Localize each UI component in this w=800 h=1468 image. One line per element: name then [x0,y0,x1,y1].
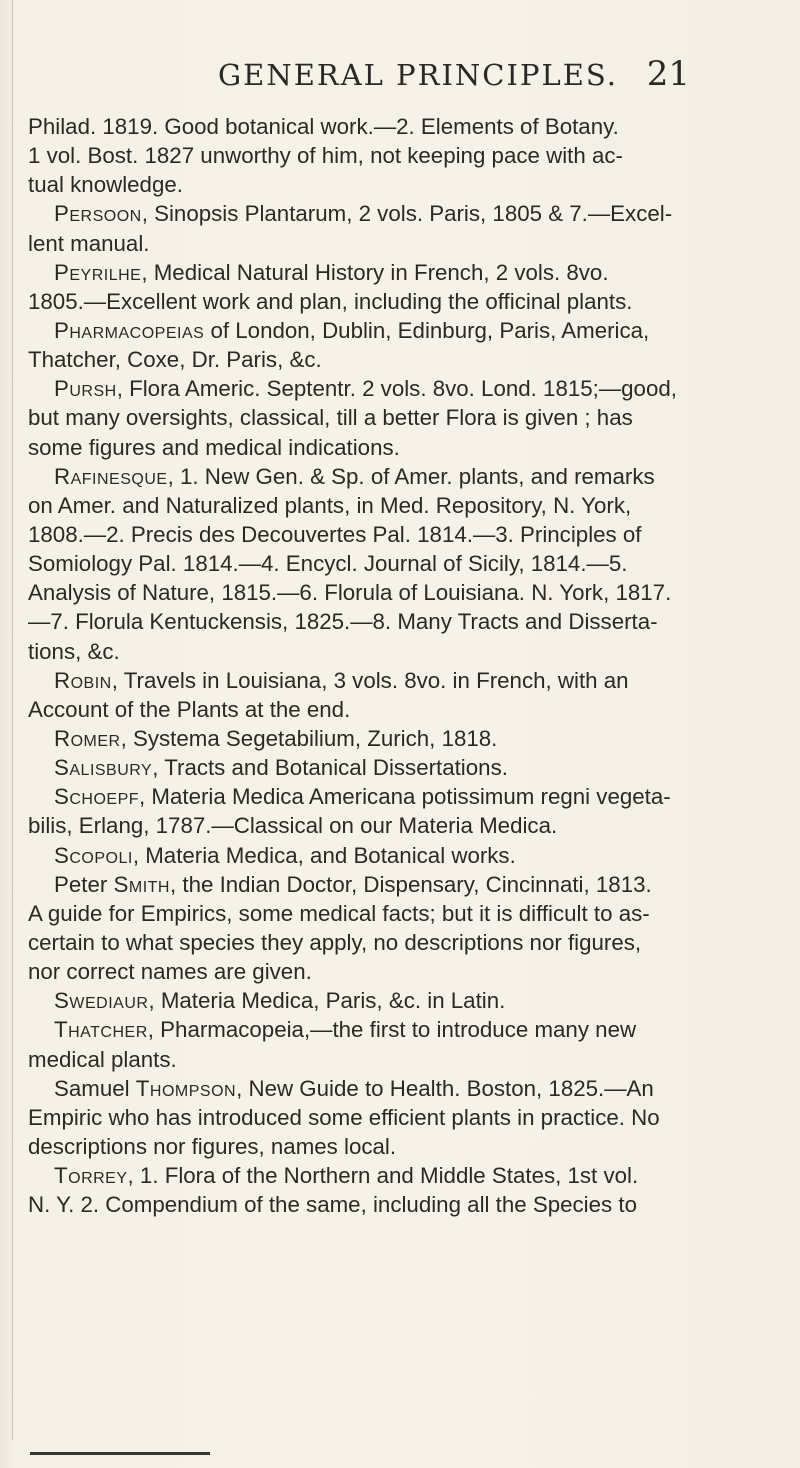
text-line [28,811,776,840]
text-line [28,287,776,316]
text-segment: lent manual. [28,230,150,256]
text-line [28,666,776,695]
text-segment: , New Guide to Health. Boston, 1825.—An [236,1075,654,1101]
text-segment: Philad. 1819. Good botanical work.—2. Elements of Botany. [28,114,619,139]
text-line [28,1161,776,1190]
text-segment: 1 vol. Bost. 1827 unworthy of him, not keeping pace with ac- [28,143,623,169]
text-segment: Account of the Plants at the end. [28,696,351,722]
text-segment: N. Y. 2. Compendium of the same, including all the Species to [28,1192,637,1218]
text-line [28,928,776,957]
text-line [28,607,776,636]
text-line [28,695,776,724]
text-line [28,1190,776,1219]
text-line [28,316,776,345]
text-line [28,1074,776,1103]
text-segment: , Materia Medica, and Botanical works. [132,842,516,868]
text-segment: but many oversights, classical, till a better Flora is given ; has [28,405,633,431]
text-line [28,520,776,549]
text-line [28,782,776,811]
text-line [28,374,776,403]
text-segment: Empiric who has introduced some efficient plants in practice. No [28,1104,660,1130]
text-segment: , Systema Segetabilium, Zurich, 1818. [120,725,498,751]
author-name: Pharmacopeias [54,317,205,343]
text-segment: Thatcher, Coxe, Dr. Paris, &c. [28,347,322,373]
page-body-text [28,112,776,1219]
text-segment: some figures and medical indications. [28,434,400,460]
text-line [28,1103,776,1132]
page-number: 21 [646,54,690,94]
text-segment: Peter [54,871,114,897]
text-segment: Analysis of Nature, 1815.—6. Florula of Louisiana. N. York, 1817. [28,580,672,606]
text-line [28,345,776,374]
text-line [28,637,776,666]
text-segment: —7. Florula Kentuckensis, 1825.—8. Many Tracts and Disserta- [28,609,658,635]
text-segment: descriptions nor figures, names local. [28,1133,397,1159]
author-name: Thatcher [54,1017,148,1043]
text-line [28,986,776,1015]
author-name: Schoepf [54,784,140,810]
text-segment: , Flora Americ. Septentr. 2 vols. 8vo. Lond. 1815;—good, [116,376,677,402]
text-segment: , Tracts and Botanical Dissertations. [152,755,508,781]
text-line [28,462,776,491]
text-line [28,199,776,228]
author-name: Smith [113,871,170,897]
text-segment: , Pharmacopeia,—the first to introduce many new [147,1017,637,1043]
text-line [28,870,776,899]
running-head [218,54,718,98]
running-title: GENERAL PRINCIPLES. [218,58,618,92]
author-name: Torrey [54,1163,128,1189]
text-line [28,549,776,578]
text-line [28,403,776,432]
text-segment: , Materia Medica, Paris, &c. in Latin. [148,988,506,1014]
author-name: Thompson [135,1075,237,1101]
text-line [28,258,776,287]
author-name: Robin [54,667,112,693]
text-line [28,433,776,462]
author-name: Salisbury [54,755,153,781]
bottom-edge-mark [30,1452,210,1455]
text-line [28,899,776,928]
text-segment: , the Indian Doctor, Dispensary, Cincinnati, 1813. [169,871,652,897]
text-segment: , Materia Medica Americana potissimum regni vegeta- [139,784,671,810]
text-line [28,1045,776,1074]
text-line [28,1132,776,1161]
text-line [28,578,776,607]
text-line [28,957,776,986]
text-line [28,1015,776,1044]
author-name: Peyrilhe [54,259,142,285]
text-segment: nor correct names are given. [28,959,312,985]
text-line [28,753,776,782]
text-segment: Samuel [54,1075,136,1101]
text-line [28,841,776,870]
text-segment: , Travels in Louisiana, 3 vols. 8vo. in French, with an [111,667,629,693]
author-name: Rafinesque [54,463,168,489]
text-segment: on Amer. and Naturalized plants, in Med. Repository, N. York, [28,492,632,518]
text-segment: of London, Dublin, Edinburg, Paris, America, [204,317,650,343]
text-segment: certain to what species they apply, no descriptions nor figures, [28,929,642,955]
author-name: Persoon [54,201,142,227]
text-segment: bilis, Erlang, 1787.—Classical on our Materia Medica. [28,813,558,839]
text-segment: , 1. Flora of the Northern and Middle States, 1st vol. [127,1163,639,1189]
author-name: Swediaur [54,988,149,1014]
text-segment: , Sinopsis Plantarum, 2 vols. Paris, 1805 & 7.—Excel- [141,201,673,227]
text-line [28,491,776,520]
text-segment: , Medical Natural History in French, 2 vols. 8vo. [141,259,609,285]
text-segment: tions, &c. [28,638,120,664]
text-line [28,170,776,199]
text-segment: , 1. New Gen. & Sp. of Amer. plants, and remarks [167,463,655,489]
page-gutter-edge [12,0,13,1440]
text-line [28,112,776,141]
text-segment: A guide for Empirics, some medical facts; but it is difficult to as- [28,900,650,926]
text-line [28,724,776,753]
text-segment: Somiology Pal. 1814.—4. Encycl. Journal of Sicily, 1814.—5. [28,551,628,577]
text-segment: medical plants. [28,1046,177,1072]
text-line [28,229,776,258]
text-segment: 1805.—Excellent work and plan, including the officinal plants. [28,288,633,314]
text-line [28,141,776,170]
author-name: Scopoli [54,842,133,868]
text-segment: tual knowledge. [28,172,183,198]
author-name: Pursh [54,376,117,402]
text-segment: 1808.—2. Precis des Decouvertes Pal. 1814.—3. Principles of [28,521,642,547]
author-name: Romer [54,725,121,751]
